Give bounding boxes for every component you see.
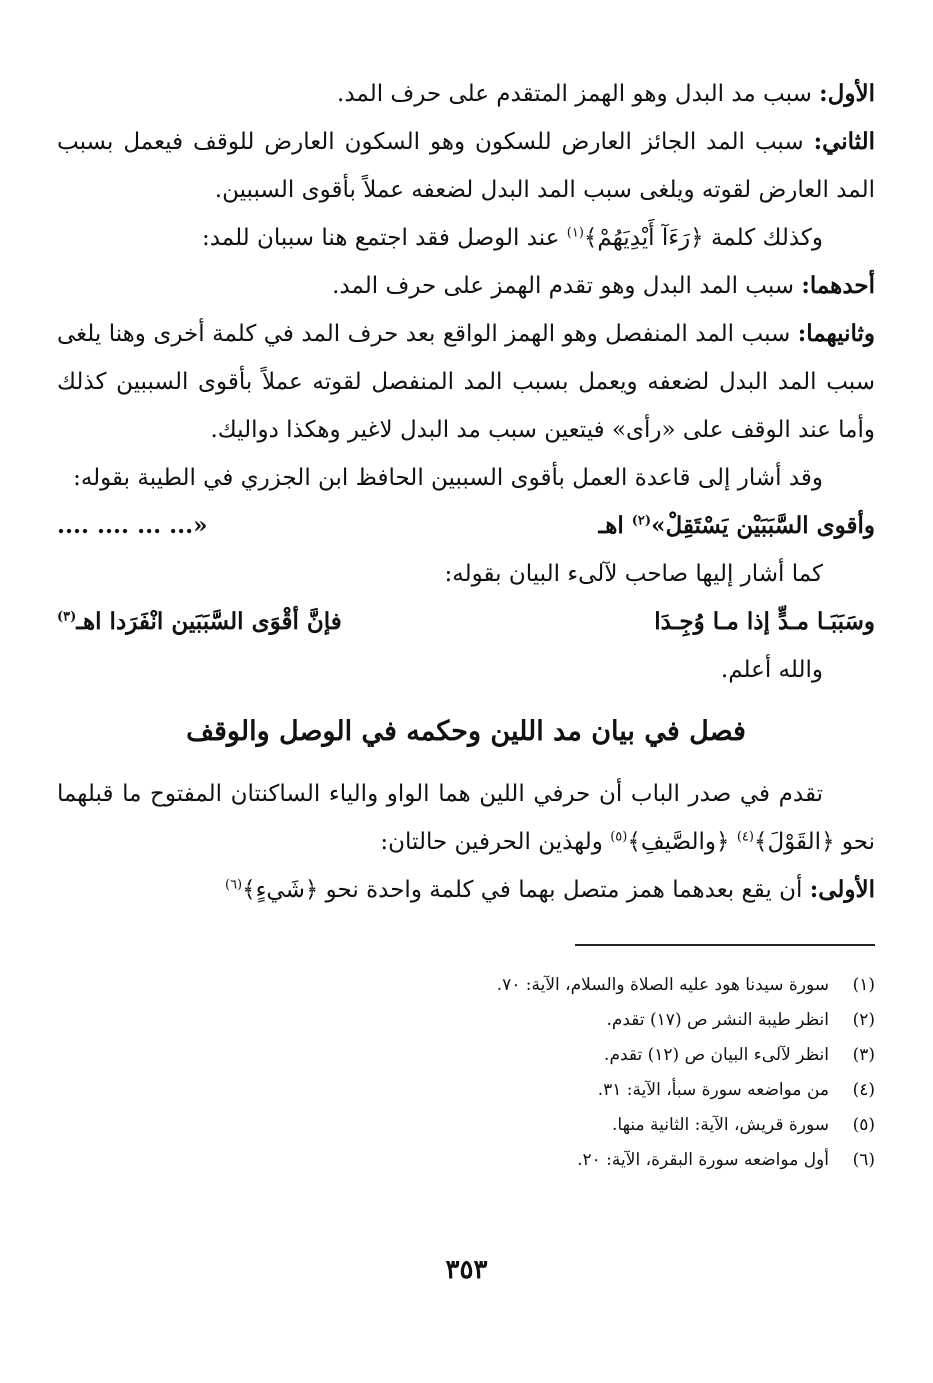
paragraph-text: ﴿والصَّيفِ﴾: [627, 829, 737, 855]
verse-second-hemistich: وأقوى السَّبَبَيْن يَسْتَقِلْ»$^{(٢)}$ اهـ: [598, 512, 875, 539]
paragraph-first-cause: [57, 70, 875, 118]
paragraph-first-case: [57, 866, 875, 914]
paragraph-second-cause: [57, 118, 875, 214]
verse-first-hemistich: وسَبَبَـا مـدٍّ إذا مـا وُجِـدَا: [654, 608, 875, 635]
term-label: وثانيهما:: [797, 320, 875, 347]
footnotes: [57, 968, 875, 1178]
paragraph-text: كما أشار إليها صاحب لآلىء البيان بقوله:: [444, 561, 823, 587]
footnote-text: انظر لآلىء البيان ص (١٢) تقدم.: [604, 1045, 829, 1065]
footnote-number: (٣): [852, 1045, 875, 1065]
footnote-text: سورة سيدنا هود عليه الصلاة والسلام، الآية: ٧٠.: [496, 975, 829, 995]
verse-tayyiba: [57, 502, 875, 550]
verse-laali: [57, 598, 875, 646]
footnote-text: انظر طيبة النشر ص (١٧) تقدم.: [606, 1010, 829, 1030]
term-label: الثاني:: [813, 128, 875, 155]
page-number: ٣٥٣: [445, 1255, 488, 1285]
footnote-item: [57, 1108, 875, 1143]
paragraph-text: وكذلك كلمة ﴿رَءَآ أَيْدِيَهُمْ﴾: [583, 225, 823, 251]
footnote-item: [57, 1073, 875, 1108]
paragraph-laali: [57, 550, 875, 598]
section-heading: فصل في بيان مد اللين وحكمه في الوصل والوقف: [186, 716, 746, 747]
footnote-ref: (٤): [736, 829, 754, 845]
footnote-text: سورة قريش، الآية: الثانية منها.: [612, 1115, 829, 1135]
paragraph-text: وقد أشار إلى قاعدة العمل بأقوى السببين الحافظ ابن الجزري في الطيبة بقوله:: [73, 465, 823, 491]
footnote-text: أول مواضعه سورة البقرة، الآية: ٢٠.: [577, 1150, 829, 1170]
paragraph-text: سبب مد البدل وهو الهمز المتقدم على حرف المد.: [337, 81, 820, 107]
paragraph-first-of-two: [57, 262, 875, 310]
paragraph-text: والله أعلم.: [720, 657, 823, 683]
paragraph-allah-alam: [57, 646, 875, 694]
footnote-item: [57, 1143, 875, 1178]
paragraph-example-word: [57, 214, 875, 262]
footnote-ref: (٢): [631, 513, 652, 529]
verse-second-hemistich: فإنَّ أقْوَى السَّبَبَين انْفَرَدا اهـ$^{(٣)}$: [57, 608, 342, 635]
paragraph-ibn-jazari: [57, 454, 875, 502]
paragraph-text: سبب المد المنفصل وهو الهمز الواقع بعد حرف المد في كلمة أخرى وهنا يلغى سبب المد البدل لضعفه ويعمل بسبب المد المنفصل لقوته عملاً بأقوى السببين كذلك وأما عند الوقف على «رأى» فيتعين سبب مد البدل لاغير وهكذا دواليك.: [57, 321, 875, 443]
footnote-divider: [575, 944, 875, 946]
footnote-ref: (٦): [224, 877, 243, 893]
paragraph-text: ولهذين الحرفين حالتان:: [380, 829, 611, 855]
footnote-text: من مواضعه سورة سبأ، الآية: ٣١.: [597, 1080, 829, 1100]
paragraph-lin-letters: [57, 770, 875, 866]
term-label: الأول:: [819, 80, 875, 107]
footnote-number: (٢): [852, 1010, 875, 1030]
paragraph-text: أن يقع بعدهما همز متصل بهما في كلمة واحدة نحو ﴿شَيءٍ﴾: [242, 877, 810, 903]
footnote-item: [57, 968, 875, 1003]
footnote-number: (٦): [852, 1150, 875, 1170]
term-label: أحدهما:: [801, 272, 875, 299]
paragraph-text: عند الوصل فقد اجتمع هنا سببان للمد:: [201, 225, 567, 251]
footnote-ref: (٣): [57, 609, 77, 625]
footnote-number: (٥): [852, 1115, 875, 1135]
paragraph-text: سبب المد الجائز العارض للسكون وهو السكون العارض للوقف فيعمل بسبب المد العارض لقوته ويلغى سبب المد البدل لضعفه عملاً بأقوى السببين.: [57, 129, 875, 203]
footnote-number: (١): [852, 975, 875, 995]
paragraph-text: تقدم في صدر الباب أن حرفي اللين هما الواو والياء الساكنتان المفتوح ما قبلهما نحو ﴿القَوْلَ﴾: [57, 781, 875, 855]
footnote-number: (٤): [852, 1080, 875, 1100]
footnote-item: [57, 1038, 875, 1073]
paragraph-text: سبب المد البدل وهو تقدم الهمز على حرف المد.: [332, 273, 802, 299]
footnote-item: [57, 1003, 875, 1038]
verse-first-hemistich: «... ... .... ....: [57, 512, 208, 539]
main-text: [57, 70, 875, 914]
term-label: الأولى:: [809, 876, 875, 903]
paragraph-second-of-two: [57, 310, 875, 454]
footnote-ref: (٥): [610, 829, 628, 845]
footnote-ref: (١): [566, 225, 584, 241]
